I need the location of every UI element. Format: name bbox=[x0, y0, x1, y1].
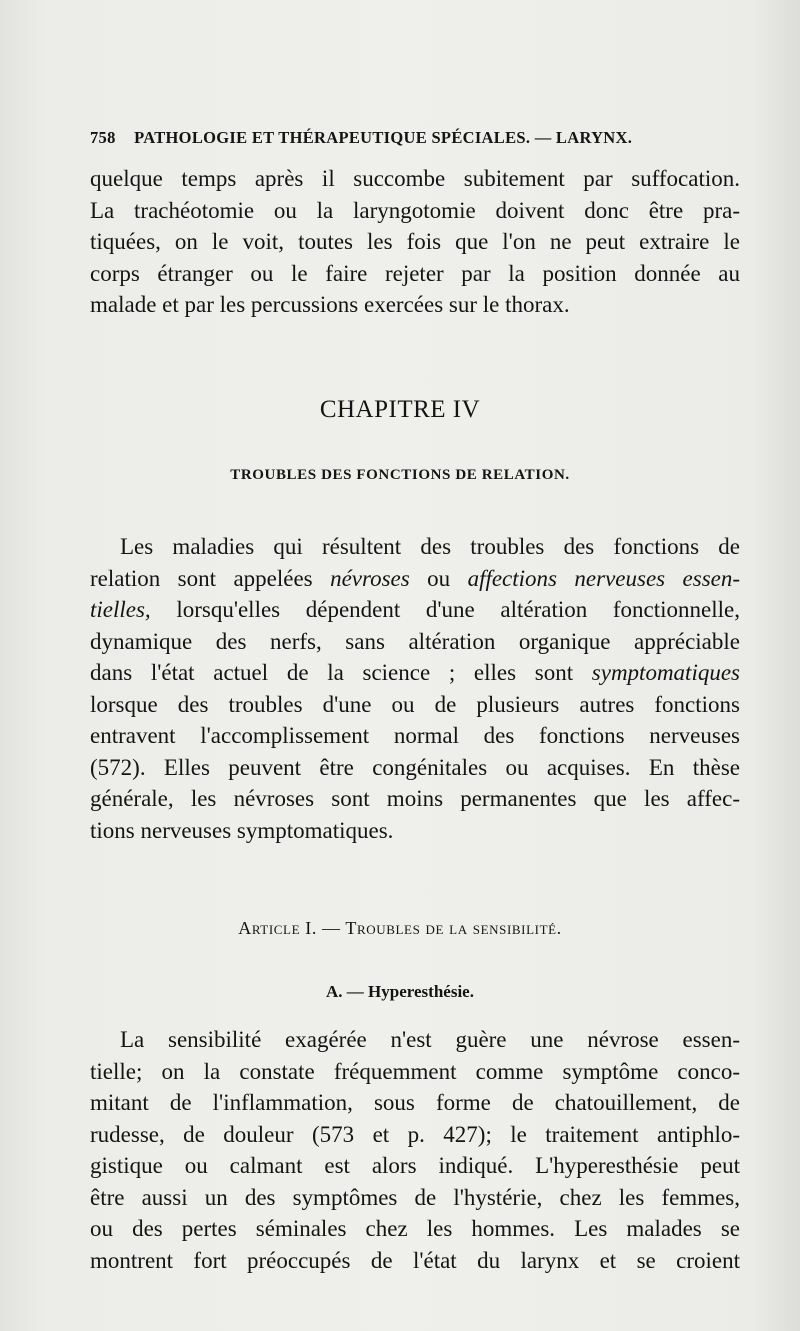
article-heading: Article I. — Troubles de la sensibilité. bbox=[238, 918, 562, 938]
text-line: malade et par les percussions exercées sur le thorax. bbox=[90, 292, 570, 317]
text-line bbox=[90, 657, 740, 689]
text-line: rudesse, de douleur (573 et p. 427); le traitement antiphlo- bbox=[90, 1121, 740, 1147]
page-number: 758 bbox=[90, 128, 116, 147]
paragraph-tracheotomy bbox=[90, 163, 740, 321]
text-line: (572). Elles peuvent être congénitales ou acquises. En thèse bbox=[90, 754, 740, 780]
text-line: être aussi un des symptômes de l'hystérie, chez les femmes, bbox=[90, 1184, 740, 1210]
text-line: gistique ou calmant est alors indiqué. L'hyperesthésie peut bbox=[90, 1153, 740, 1178]
section-heading: A. — Hyperesthésie. bbox=[326, 982, 474, 1001]
chapter-subtitle: TROUBLES DES FONCTIONS DE RELATION. bbox=[230, 467, 570, 483]
paragraph-nevroses bbox=[90, 531, 740, 846]
running-header bbox=[90, 128, 710, 148]
text-line: entravent l'accomplissement normal des fonctions nerveuses bbox=[90, 723, 740, 748]
text-run: lorsqu'elles dépendent d'une altération fonctionnelle, bbox=[150, 597, 740, 622]
emphasis: affections nerveuses essen- bbox=[467, 565, 741, 591]
text-line: Les maladies qui résultent des troubles des fonctions de bbox=[120, 534, 740, 559]
emphasis: tielles, bbox=[90, 597, 151, 622]
text-line: corps étranger ou le faire rejeter par la position donnée au bbox=[90, 260, 740, 286]
text-line: tiquées, on le voit, toutes les fois que l'on ne peut extraire le bbox=[90, 229, 740, 254]
text-line: tielle; on la constate fréquemment comme symptôme conco- bbox=[90, 1058, 740, 1084]
text-line bbox=[90, 594, 740, 626]
text-line: La trachéotomie ou la laryngotomie doivent donc être pra- bbox=[90, 197, 740, 223]
emphasis: symptomatiques bbox=[591, 660, 740, 685]
text-line: ou des pertes séminales chez les hommes. Les malades se bbox=[90, 1216, 740, 1241]
text-line: tions nerveuses symptomatiques. bbox=[90, 817, 394, 843]
emphasis: névroses bbox=[330, 565, 410, 591]
text-line: quelque temps après il succombe subitement par suffocation. bbox=[90, 166, 740, 191]
text-run: ou bbox=[409, 565, 468, 591]
running-title: PATHOLOGIE ET THÉRAPEUTIQUE SPÉCIALES. — LARYNX. bbox=[134, 128, 633, 147]
text-run: relation sont appelées bbox=[90, 565, 331, 591]
text-line: lorsque des troubles d'une ou de plusieurs autres fonctions bbox=[90, 691, 740, 717]
chapter-title: CHAPITRE IV bbox=[319, 396, 481, 423]
text-line: montrent fort préoccupés de l'état du larynx et se croient bbox=[90, 1247, 740, 1273]
text-line: mitant de l'inflammation, sous forme de chatouillement, de bbox=[90, 1090, 740, 1115]
text-run: dans l'état actuel de la science ; elles sont bbox=[90, 660, 592, 685]
paragraph-hyperesthesie bbox=[90, 1024, 740, 1276]
text-line: La sensibilité exagérée n'est guère une névrose essen- bbox=[120, 1027, 740, 1052]
text-line bbox=[90, 563, 740, 595]
text-line: dynamique des nerfs, sans altération organique appréciable bbox=[90, 628, 740, 654]
text-line: générale, les névroses sont moins permanentes que les affec- bbox=[90, 786, 740, 811]
